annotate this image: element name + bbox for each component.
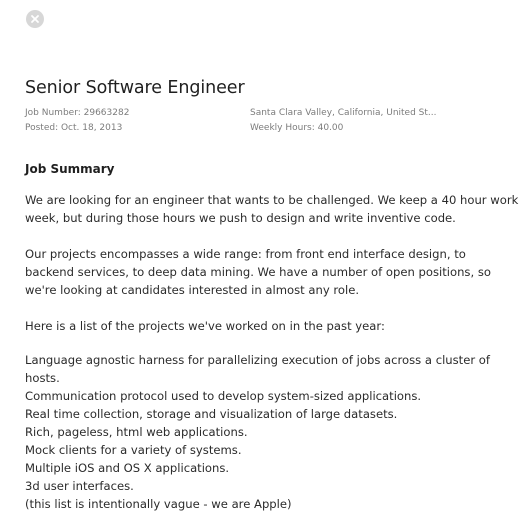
paragraph-line: Here is a list of the projects we've worked on in the past year: — [25, 319, 385, 333]
job-summary-heading: Job Summary — [25, 162, 115, 176]
list-item: Communication protocol used to develop system-sized applications. — [25, 389, 422, 403]
job-number: Job Number: 29663282 — [25, 108, 130, 118]
list-item: hosts. — [25, 371, 60, 385]
paragraph-line: backend services, to deep data mining. We have a number of open positions, so — [25, 265, 491, 279]
close-icon — [30, 14, 40, 24]
job-location: Santa Clara Valley, California, United St... — [250, 108, 437, 118]
project-list — [25, 351, 523, 513]
summary-paragraph-2 — [25, 245, 523, 299]
list-item: Multiple iOS and OS X applications. — [25, 461, 230, 475]
paragraph-line: week, but during those hours we push to design and write inventive code. — [25, 211, 456, 225]
paragraph-line: we're looking at candidates interested in almost any role. — [25, 283, 360, 297]
posted-date: Posted: Oct. 18, 2013 — [25, 123, 123, 133]
summary-paragraph-3 — [25, 317, 523, 335]
paragraph-line: We are looking for an engineer that wants to be challenged. We keep a 40 hour work — [25, 193, 519, 207]
list-item: Mock clients for a variety of systems. — [25, 443, 242, 457]
list-item: Real time collection, storage and visualization of large datasets. — [25, 407, 398, 421]
paragraph-line: Our projects encompasses a wide range: from front end interface design, to — [25, 247, 466, 261]
weekly-hours: Weekly Hours: 40.00 — [250, 123, 344, 133]
list-item: 3d user interfaces. — [25, 479, 134, 493]
list-item: Language agnostic harness for parallelizing execution of jobs across a cluster of — [25, 353, 490, 367]
list-item: Rich, pageless, html web applications. — [25, 425, 248, 439]
close-button[interactable] — [26, 10, 44, 28]
job-title: Senior Software Engineer — [25, 78, 245, 98]
summary-paragraph-1 — [25, 191, 523, 227]
list-item: (this list is intentionally vague - we are Apple) — [25, 497, 292, 511]
